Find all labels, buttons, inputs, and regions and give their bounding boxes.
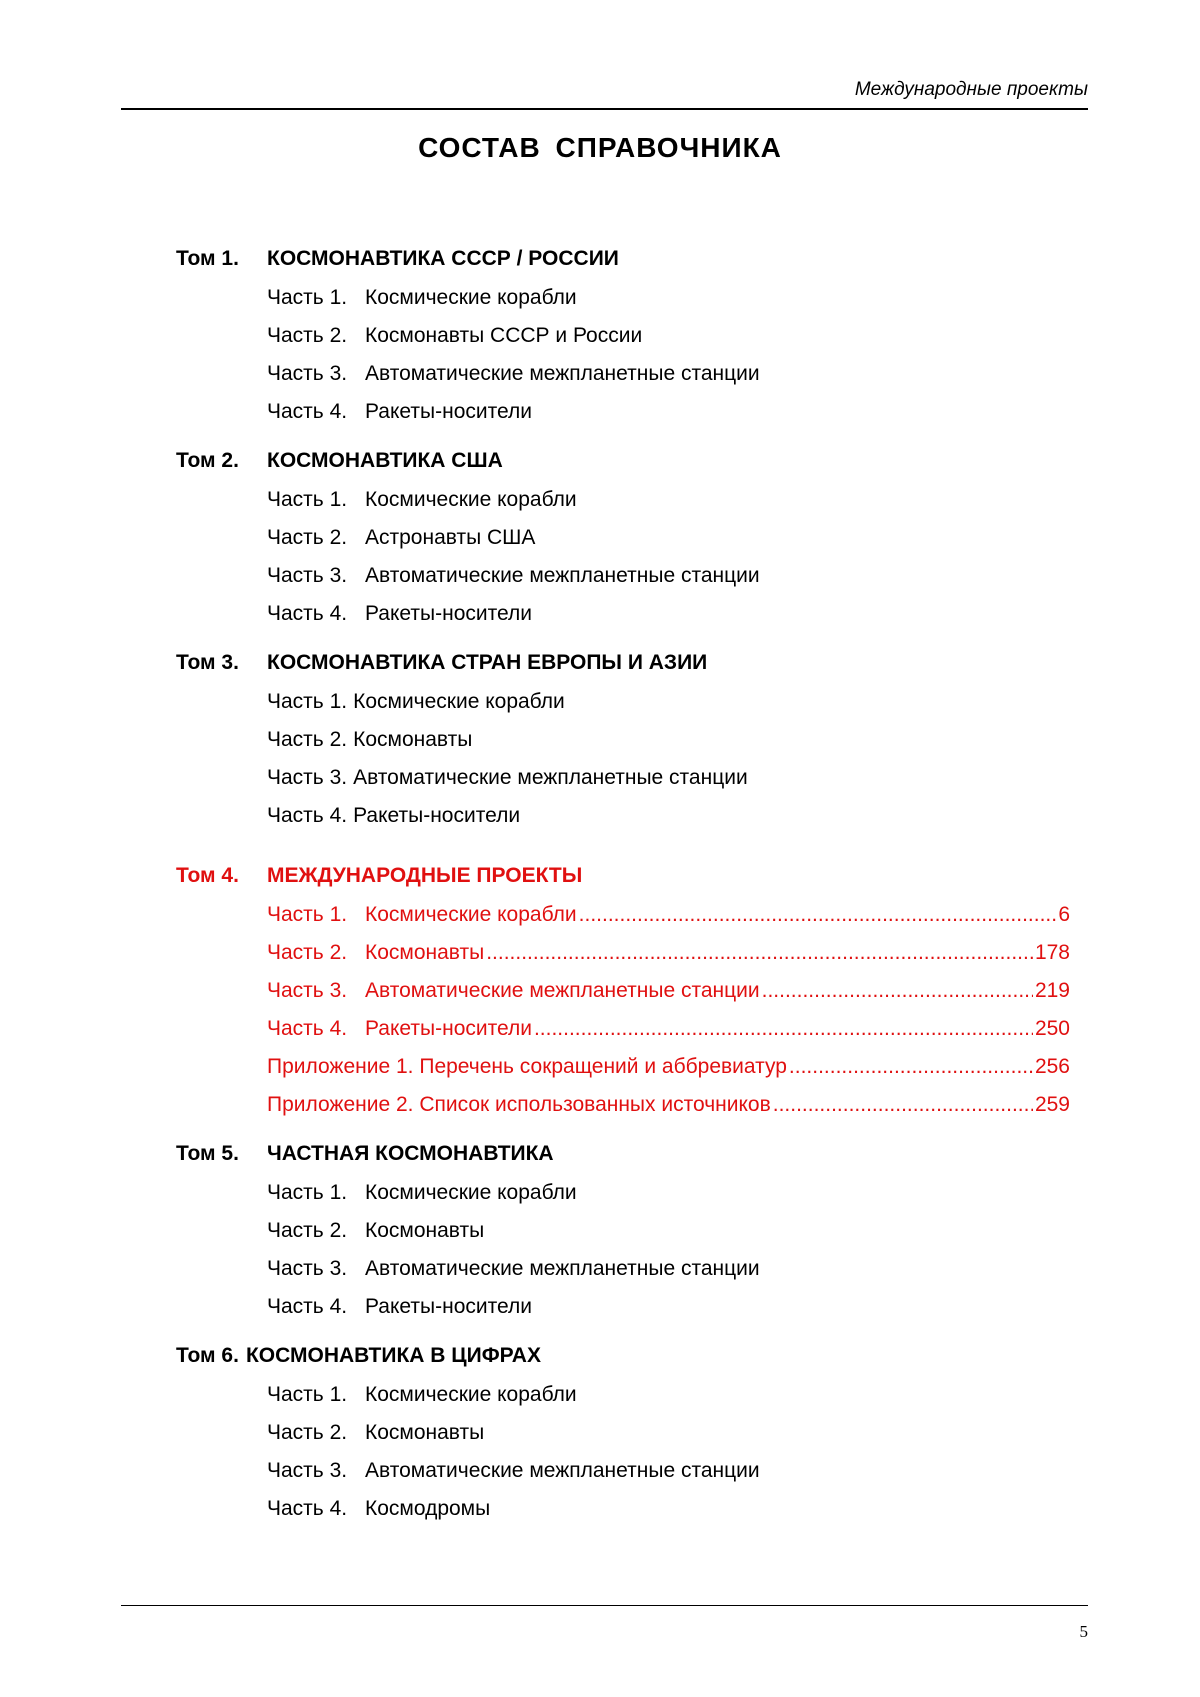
volume-title: КОСМОНАВТИКА В ЦИФРАХ xyxy=(245,1344,541,1367)
page-ref: 250 xyxy=(1034,1017,1070,1040)
part-number: Часть 2. xyxy=(267,1219,348,1242)
part-label: Автоматические межпланетные станции xyxy=(365,979,760,1002)
volume-4-part-3 xyxy=(267,979,1070,1003)
part-number: Часть 2. xyxy=(267,941,348,964)
part-number: Часть 1. xyxy=(267,1383,348,1406)
volume-1-part-4 xyxy=(267,400,532,424)
part-number: Часть 2. xyxy=(267,1421,348,1444)
part-number: Часть 1. xyxy=(267,488,348,511)
part-number: Часть 4. xyxy=(267,1017,348,1040)
part-number: Часть 3. xyxy=(267,362,348,385)
volume-title: КОСМОНАВТИКА США xyxy=(267,449,503,472)
volume-6-part-3 xyxy=(267,1459,760,1483)
part-label: Автоматические межпланетные станции xyxy=(365,362,760,385)
volume-6-heading xyxy=(176,1344,541,1368)
volume-3-part-2 xyxy=(267,728,472,752)
volume-number: Том 3. xyxy=(176,651,239,674)
volume-6-part-4 xyxy=(267,1497,490,1521)
part-label: Ракеты-носители xyxy=(365,400,532,423)
volume-4-heading xyxy=(176,864,582,888)
part-number: Часть 2. xyxy=(267,526,348,549)
part-label: Автоматические межпланетные станции xyxy=(365,1257,760,1280)
volume-2-part-4 xyxy=(267,602,532,626)
part-label: Ракеты-носители xyxy=(365,1295,532,1318)
part-number: Часть 4. xyxy=(267,804,348,827)
part-number: Часть 4. xyxy=(267,400,348,423)
page-title: СОСТАВ СПРАВОЧНИКА xyxy=(418,132,782,163)
volume-title: КОСМОНАВТИКА СССР / РОССИИ xyxy=(267,247,619,270)
volume-4-appendix-1 xyxy=(267,1055,1070,1079)
dot-leader xyxy=(773,1093,1033,1117)
volume-5-heading xyxy=(176,1142,554,1166)
dot-leader xyxy=(789,1055,1033,1079)
dot-leader xyxy=(579,903,1057,927)
volume-2-heading xyxy=(176,449,503,473)
part-label: Космонавты xyxy=(353,728,473,751)
part-label: Автоматические межпланетные станции xyxy=(365,564,760,587)
volume-5-part-1 xyxy=(267,1181,577,1205)
volume-6-part-1 xyxy=(267,1383,577,1407)
part-label: Астронавты США xyxy=(365,526,536,549)
page-ref: 259 xyxy=(1034,1093,1070,1116)
volume-3-part-3 xyxy=(267,766,748,790)
page-number: 5 xyxy=(1079,1622,1088,1641)
volume-5-part-2 xyxy=(267,1219,484,1243)
volume-3-part-1 xyxy=(267,690,565,714)
part-label: Космонавты xyxy=(365,941,485,964)
volume-4-appendix-2 xyxy=(267,1093,1070,1117)
part-number: Часть 4. xyxy=(267,602,348,625)
volume-number: Том 1. xyxy=(176,247,239,270)
volume-title: ЧАСТНАЯ КОСМОНАВТИКА xyxy=(267,1142,554,1165)
part-number: Часть 1. xyxy=(267,690,348,713)
part-label: Космические корабли xyxy=(365,488,577,511)
volume-number: Том 4. xyxy=(176,864,239,887)
volume-4-part-1 xyxy=(267,903,1070,927)
part-label: Ракеты-носители xyxy=(365,602,532,625)
volume-3-part-4 xyxy=(267,804,520,828)
part-label: Космонавты СССР и России xyxy=(365,324,643,347)
page-ref: 6 xyxy=(1058,903,1070,926)
part-number: Часть 1. xyxy=(267,903,348,926)
part-number: Часть 2. xyxy=(267,324,348,347)
part-label: Космические корабли xyxy=(353,690,565,713)
part-label: Космонавты xyxy=(365,1421,485,1444)
part-label: Космические корабли xyxy=(365,903,577,926)
volume-5-part-3 xyxy=(267,1257,760,1281)
header-rule xyxy=(121,108,1088,110)
part-number: Часть 1. xyxy=(267,286,348,309)
page-ref: 256 xyxy=(1034,1055,1070,1078)
volume-number: Том 2. xyxy=(176,449,239,472)
volume-title: КОСМОНАВТИКА СТРАН ЕВРОПЫ И АЗИИ xyxy=(267,651,708,674)
part-label: Космические корабли xyxy=(365,286,577,309)
part-label: Космические корабли xyxy=(365,1383,577,1406)
volume-2-part-2 xyxy=(267,526,535,550)
volume-number: Том 6. xyxy=(176,1344,239,1367)
page-ref: 219 xyxy=(1034,979,1070,1002)
appendix-label: Приложение 2. Список использованных источников xyxy=(267,1093,771,1116)
part-number: Часть 1. xyxy=(267,1181,348,1204)
part-label: Космонавты xyxy=(365,1219,485,1242)
dot-leader xyxy=(762,979,1033,1003)
volume-2-part-3 xyxy=(267,564,760,588)
appendix-label: Приложение 1. Перечень сокращений и аббревиатур xyxy=(267,1055,787,1078)
volume-6-part-2 xyxy=(267,1421,484,1445)
part-label: Автоматические межпланетные станции xyxy=(365,1459,760,1482)
volume-2-part-1 xyxy=(267,488,577,512)
dot-leader xyxy=(534,1017,1033,1041)
page-ref: 178 xyxy=(1034,941,1070,964)
running-head: Международные проекты xyxy=(854,79,1088,100)
part-number: Часть 3. xyxy=(267,564,348,587)
part-label: Ракеты-носители xyxy=(353,804,521,827)
part-label: Космодромы xyxy=(365,1497,491,1520)
part-number: Часть 3. xyxy=(267,766,348,789)
volume-3-heading xyxy=(176,651,707,675)
volume-title: МЕЖДУНАРОДНЫЕ ПРОЕКТЫ xyxy=(267,864,583,887)
part-label: Автоматические межпланетные станции xyxy=(353,766,748,789)
volume-1-heading xyxy=(176,247,619,271)
part-number: Часть 3. xyxy=(267,979,348,1002)
part-number: Часть 2. xyxy=(267,728,348,751)
part-label: Ракеты-носители xyxy=(365,1017,532,1040)
volume-4-part-4 xyxy=(267,1017,1070,1041)
part-label: Космические корабли xyxy=(365,1181,577,1204)
volume-1-part-3 xyxy=(267,362,760,386)
part-number: Часть 4. xyxy=(267,1295,348,1318)
footer-rule xyxy=(121,1605,1088,1606)
part-number: Часть 3. xyxy=(267,1459,348,1482)
volume-1-part-2 xyxy=(267,324,642,348)
volume-number: Том 5. xyxy=(176,1142,239,1165)
volume-4-part-2 xyxy=(267,941,1070,965)
dot-leader xyxy=(486,941,1033,965)
part-number: Часть 3. xyxy=(267,1257,348,1280)
volume-5-part-4 xyxy=(267,1295,532,1319)
volume-1-part-1 xyxy=(267,286,577,310)
part-number: Часть 4. xyxy=(267,1497,348,1520)
